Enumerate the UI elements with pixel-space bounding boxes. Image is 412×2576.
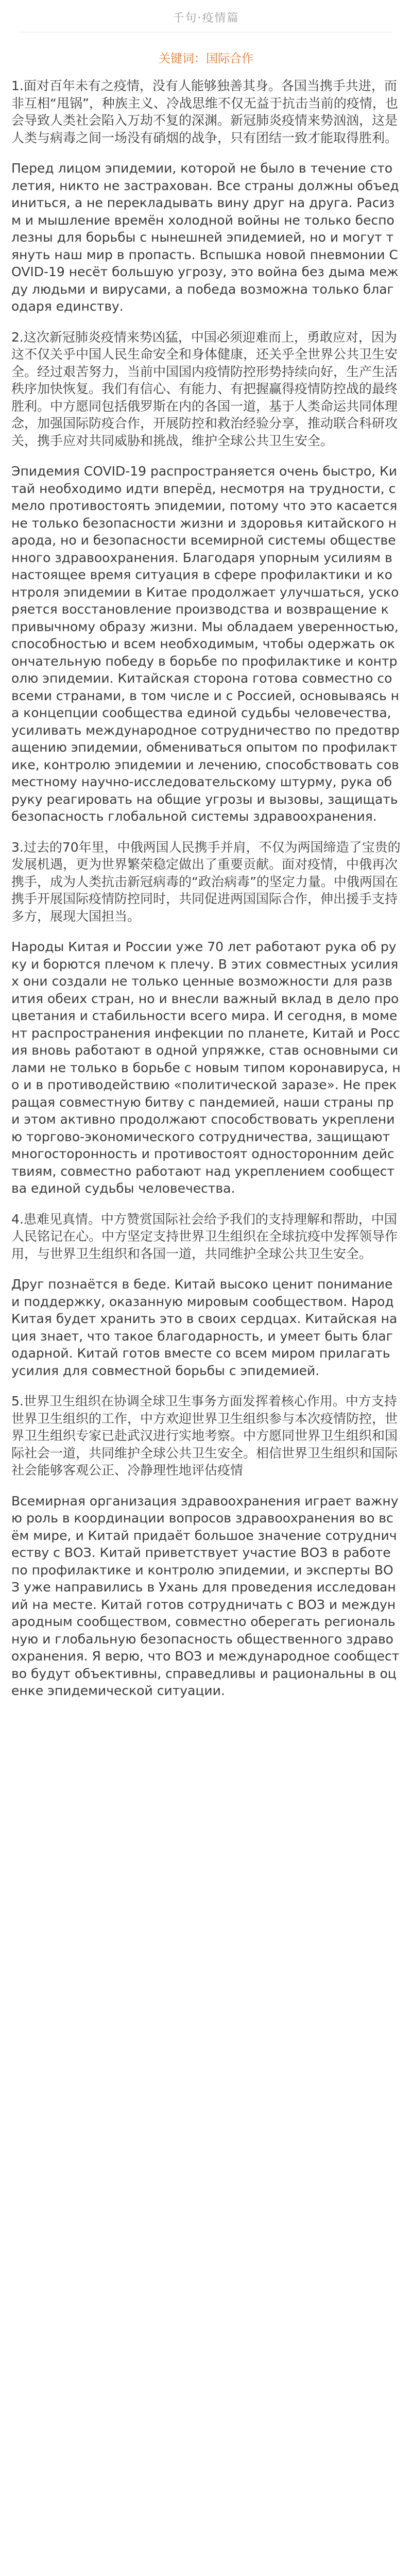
paragraph-1-zh: 1.面对百年未有之疫情，没有人能够独善其身。各国当携手共进，而非互相“甩锅”，种族主义、冷战思维不仅无益于抗击当前的疫情，也会导致人类社会陷入万劫不复的深渊。新冠肺炎疫情来势汹汹，这是人类与病毒之间一场没有硝烟的战争，只有团结一致才能取得胜利。 [11,78,398,145]
paragraph-2-ru: Эпидемия COVID-19 распространяется очень быстро, Китай необходимо идти вперёд, несмотря на трудности, смело противостоять эпидемии, потому что это касается не только безопасности жизни и здоровья китайского народа, но и безопасности всемирной системы общественного здравоохранения. Благодаря упорным усилиям в настоящее время ситуация в сфере профилактики и контроля эпидемии в Китае продолжает улучшаться, ускоряется восстановление производства и возвращение к привычному образу жизни. Мы обладаем уверенностью, способностью и всем необходимым, чтобы одержать окончательную победу в борьбе по профилактике и контролю эпидемии. Китайская сторона готова совместно со всеми странами, в том числе и с Россией, основываясь на концепции сообщества единой судьбы человечества, усиливать международное сотрудничество по предотвращению эпидемии, обмениваться опытом по профилактике, контролю эпидемии и лечению, способствовать совместному научно-исследовательскому штурму, рука об руку реагировать на общие угрозы и вызовы, защищать безопасность глобальной системы здравоохранения. [11,464,400,824]
paragraph-5-ru: Всемирная организация здравоохранения играет важную роль в координации вопросов здравоохранения во всём мире, и Китай придаёт большое значение сотрудничеству с ВОЗ. Китай приветствует участие ВОЗ в работе по профилактике и контролю эпидемии, и эксперты ВОЗ уже направились в Ухань для проведения исследований на месте. Китай готов сотрудничать с ВОЗ и международным сообществом, совместно оберегать региональную и глобальную безопасность общественного здравоохранения. Я верю, что ВОЗ и международное сообщество будут объективны, справедливы и рациональны в оценке эпидемической ситуации. [11,1493,400,1698]
keyword-label: 关键词：国际合作 [159,52,253,65]
paragraph-4-zh: 4.患难见真情。中方赞赏国际社会给予我们的支持理解和帮助，中国人民铭记在心。中方坚定支持世界卫生组织在全球抗疫中发挥领导作用，与世界卫生组织和各国一道，共同维护全球公共卫生安全。 [11,1211,398,1261]
paragraph-2-zh: 2.这次新冠肺炎疫情来势凶猛，中国必须迎难而上，勇敢应对，因为这不仅关乎中国人民生命安全和身体健康，还关乎全世界公共卫生安全。经过艰苦努力，当前中国国内疫情防控形势持续向好，生产生活秩序加快恢复。我们有信心、有能力、有把握赢得疫情防控战的最终胜利。中方愿同包括俄罗斯在内的各国一道，基于人类命运共同体理念，加强国际防疫合作，开展防控和救治经验分享，推动联合科研攻关，携手应对共同威胁和挑战，维护全球公共卫生安全。 [11,329,398,448]
paragraph-3-ru: Народы Китая и России уже 70 лет работают рука об руку и борются плечом к плечу. В этих совместных усилиях они создали не только ценные возможности для развития обеих стран, но и внесли важный вклад в дело процветания и стабильности всего мира. И сегодня, в момент распространения инфекции по планете, Китай и Россия вновь работают в одной упряжке, став основными силами не только в борьбе с новым типом коронавируса, но и в противодействию «политической заразе». Не прекращая совместную битву с пандемией, наши страны при этом активно продолжают способствовать укреплению торгово-экономического сотрудничества, защищают многосторонность и противостоят односторонним действиям, совместно работают над укреплением сообщества единой судьбы человечества. [11,939,401,1196]
page-title: 千句·疫情篇 [173,12,239,25]
paragraph-1-ru: Перед лицом эпидемии, которой не было в течение столетия, никто не застрахован. Все страны должны объединиться, а не перекладывать вину друг на друга. Расизм и мышление времён холодной войны не только бесполезны для борьбы с нынешней эпидемией, но и могут тянуть наш мир в пропасть. Вспышка новой пневмонии COVID-19 несёт большую угрозу, это война без дыма между людьми и вирусами, а победа возможна только благодаря единству. [11,161,399,314]
paragraph-5-zh: 5.世界卫生组织在协调全球卫生事务方面发挥着核心作用。中方支持世界卫生组织的工作，中方欢迎世界卫生组织参与本次疫情防控，世界卫生组织专家已赴武汉进行实地考察。中方愿同世界卫生组织和国际社会一道，共同维护全球公共卫生安全。相信世界卫生组织和国际社会能够客观公正、冷静理性地评估疫情 [11,1394,398,1478]
article-body [11,77,401,1713]
paragraph-4-ru: Друг познаётся в беде. Китай высоко ценит понимание и поддержку, оказанную мировым сообществом. Народ Китая будет хранить это в своих сердцах. Китайская нация знает, что такое благодарность, и умеет быть благодарной. Китай готов вместе со всем миром прилагать усилия для совместной борьбы с эпидемией. [11,1277,398,1378]
paragraph-3-zh: 3.过去的70年里，中俄两国人民携手并肩，不仅为两国缔造了宝贵的发展机遇，更为世界繁荣稳定做出了重要贡献。面对疫情，中俄再次携手，成为人类抗击新冠病毒的“政治病毒”的坚定力量。中俄两国在携手开展国际疫情防控同时，共同促进两国国际合作，伸出援手支持多方，展现大国担当。 [11,839,401,924]
